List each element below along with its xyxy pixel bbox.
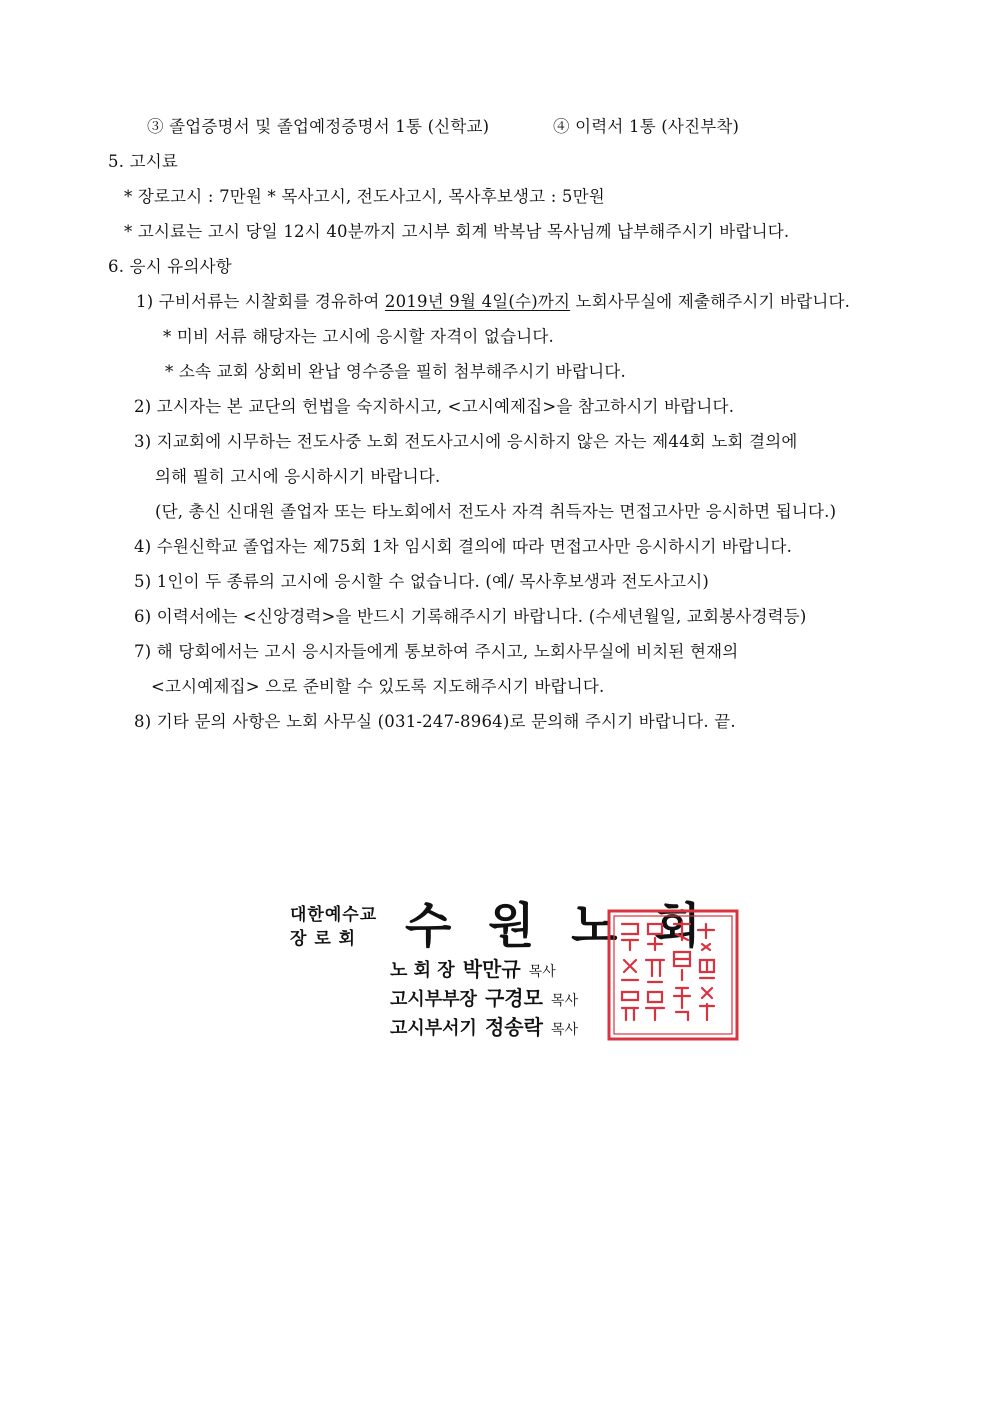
signature-rank: 목사 (550, 993, 578, 1009)
rule-4: 4) 수원신학교 졸업자는 제75회 1차 임시회 결의에 따라 면접고사만 응시하시기 바랍니다. (134, 537, 793, 556)
signature-title: 노 회 장 (390, 960, 455, 981)
section-5-heading: 5. 고시료 (108, 152, 179, 171)
signature-rank: 목사 (528, 964, 556, 980)
org-denomination: 대한예수교 (290, 905, 378, 925)
rule-7-line-2: <고시예제집> 으로 준비할 수 있도록 지도해주시기 바랍니다. (151, 677, 605, 696)
rule-1-note-a: * 미비 서류 해당자는 고시에 응시할 자격이 없습니다. (163, 327, 554, 346)
fee-payment-note: * 고시료는 고시 당일 12시 40분까지 고시부 회계 박복남 목사님께 납부해주시기 바랍니다. (124, 222, 790, 241)
rule-3-line-1: 3) 지교회에 시무하는 전도사중 노회 전도사고시에 응시하지 않은 자는 제44회 노회 결의에 (134, 432, 798, 451)
rule-7-line-1: 7) 해 당회에서는 고시 응시자들에게 통보하여 주시고, 노회사무실에 비치된 현재의 (134, 642, 739, 661)
rule-1 (136, 291, 850, 313)
required-doc-4: ④ 이력서 1통 (사진부착) (553, 117, 740, 136)
rule-8: 8) 기타 문의 사항은 노회 사무실 (031-247-8964)로 문의해 주시기 바랍니다. 끝. (134, 712, 736, 731)
official-seal-image (606, 908, 740, 1042)
signature-name: 구경모 (484, 986, 543, 1010)
rule-3-line-2: 의해 필히 고시에 응시하시기 바랍니다. (155, 467, 441, 486)
rule-2: 2) 고시자는 본 교단의 헌법을 숙지하시고, <고시예제집>을 참고하시기 바랍니다. (134, 397, 735, 416)
fee-amounts: * 장로고시 : 7만원 * 목사고시, 전도사고시, 목사후보생고 : 5만원 (124, 187, 605, 206)
section-6-heading: 6. 응시 유의사항 (108, 257, 232, 276)
rule-5: 5) 1인이 두 종류의 고시에 응시할 수 없습니다. (예/ 목사후보생과 전도사고시) (134, 572, 709, 591)
signature-name: 박만규 (462, 957, 521, 981)
signature-rank: 목사 (550, 1022, 578, 1038)
rule-1-deadline: 2019년 9월 4일(수)까지 (384, 292, 571, 311)
org-name: 수 원 노 회 (405, 898, 711, 954)
required-doc-3: ③ 졸업증명서 및 졸업예정증명서 1통 (신학교) (147, 117, 490, 136)
org-presbyterian: 장 로 회 (290, 929, 357, 949)
signature-title: 고시부서기 (390, 1018, 477, 1039)
signature-exam-secretary (390, 1015, 578, 1042)
rule-3-line-3: (단, 총신 신대원 졸업자 또는 타노회에서 전도사 자격 취득자는 면접고사만 응시하면 됩니다.) (155, 502, 837, 521)
signature-title: 고시부부장 (390, 989, 477, 1010)
rule-1-prefix: 1) 구비서류는 시찰회를 경유하여 (136, 292, 385, 311)
signature-name: 정송락 (484, 1015, 543, 1039)
rule-6: 6) 이력서에는 <신앙경력>을 반드시 기록해주시기 바랍니다. (수세년월일, 교회봉사경력등) (134, 607, 807, 626)
rule-1-suffix: 노회사무실에 제출해주시기 바랍니다. (570, 292, 851, 311)
signature-exam-chair (390, 986, 578, 1013)
rule-1-note-b: * 소속 교회 상회비 완납 영수증을 필히 첨부해주시기 바랍니다. (165, 362, 626, 381)
signature-moderator (390, 957, 556, 984)
